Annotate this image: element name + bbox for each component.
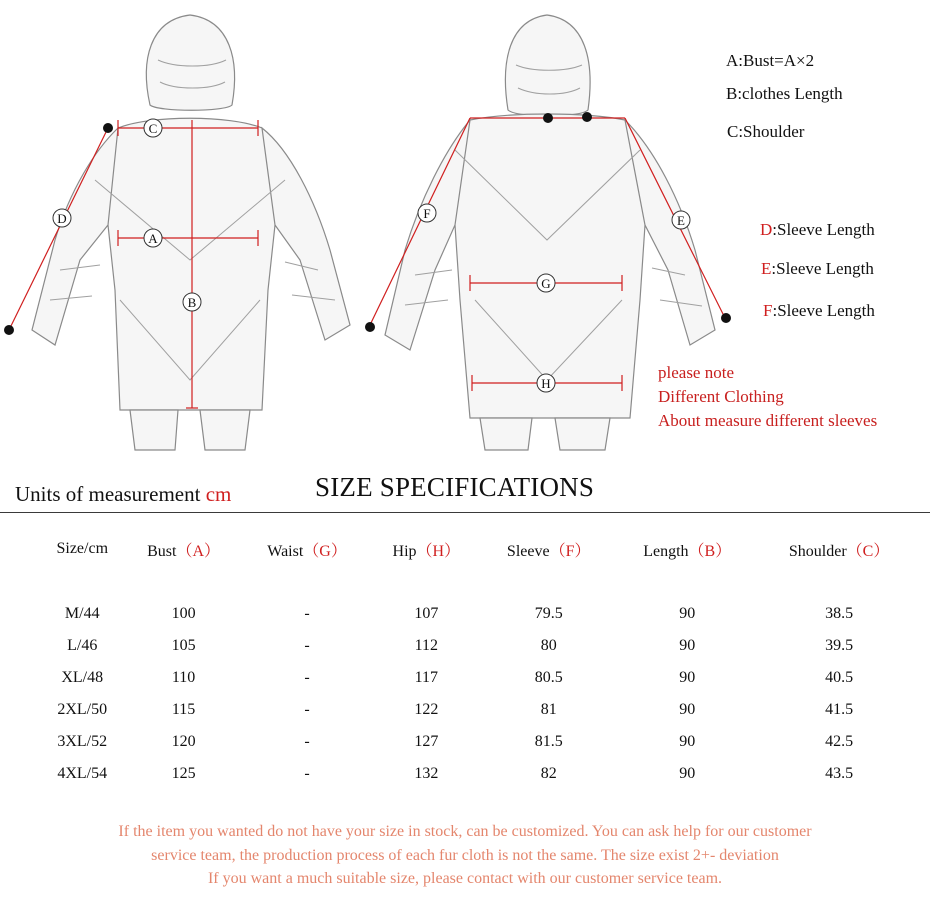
legend-b: B:clothes Length (726, 84, 843, 103)
legend-d (760, 220, 875, 240)
legend-e-letter: E (761, 259, 772, 278)
back-label-e: E (677, 213, 685, 228)
legend-d-text: :Sleeve Length (772, 220, 875, 239)
header-shoulder: Shoulder（C） (788, 542, 890, 560)
page-title: SIZE SPECIFICATIONS (315, 472, 595, 502)
table-header-row (40, 528, 920, 570)
footer-line-1: If the item you wanted do not have your size in stock, can be customized. You can ask help for our customer (118, 823, 812, 840)
legend-e-text: :Sleeve Length (771, 259, 874, 278)
footer-notice (0, 820, 930, 891)
table-row: M/44 100 - 107 79.5 90 38.5 (64, 605, 854, 622)
front-label-a: A (148, 231, 158, 246)
units-label: Units of measurement (15, 482, 206, 506)
footer-line-3: If you want a much suitable size, please contact with our customer service team. (207, 870, 723, 887)
front-label-d: D (57, 211, 67, 226)
legend-c: C:Shoulder (727, 122, 805, 141)
header-waist: Waist（G） (267, 542, 347, 560)
header-size: Size/cm (56, 540, 109, 557)
table-row: XL/48 110 - 117 80.5 90 40.5 (61, 669, 854, 686)
units-of-measurement (15, 482, 231, 507)
back-label-g: G (541, 276, 551, 291)
legend-a: A:Bust=A×2 (726, 51, 815, 70)
table-row: 4XL/54 125 - 132 82 90 43.5 (57, 765, 854, 782)
back-label-h: H (541, 376, 551, 391)
header-sleeve: Sleeve（F） (506, 542, 591, 560)
units-cm: cm (205, 482, 232, 506)
size-table (40, 528, 920, 790)
table-row: L/46 105 - 112 80 90 39.5 (67, 637, 854, 654)
header-length: Length（B） (643, 542, 732, 560)
note-line-3: About measure different sleeves (658, 411, 878, 430)
table-row: 2XL/50 115 - 122 81 90 41.5 (57, 701, 854, 718)
divider (0, 512, 930, 513)
note-line-2: Different Clothing (658, 387, 784, 406)
legend-e (761, 259, 874, 279)
legend-f-text: :Sleeve Length (772, 301, 875, 320)
legend-f (763, 301, 875, 321)
header-bust: Bust（A） (147, 542, 221, 560)
front-coat-diagram (0, 0, 370, 455)
legend-f-letter: F (763, 301, 773, 320)
back-label-f: F (423, 206, 431, 221)
table-row: 3XL/52 120 - 127 81.5 90 42.5 (57, 733, 854, 750)
header-hip: Hip（H） (392, 542, 461, 560)
footer-line-2: service team, the production process of each fur cloth is not the same. The size exist 2+- deviation (151, 846, 779, 864)
front-label-b: B (187, 295, 197, 310)
note-line-1: please note (658, 363, 734, 382)
legend-d-letter: D (760, 220, 773, 239)
front-label-c: C (148, 121, 158, 136)
